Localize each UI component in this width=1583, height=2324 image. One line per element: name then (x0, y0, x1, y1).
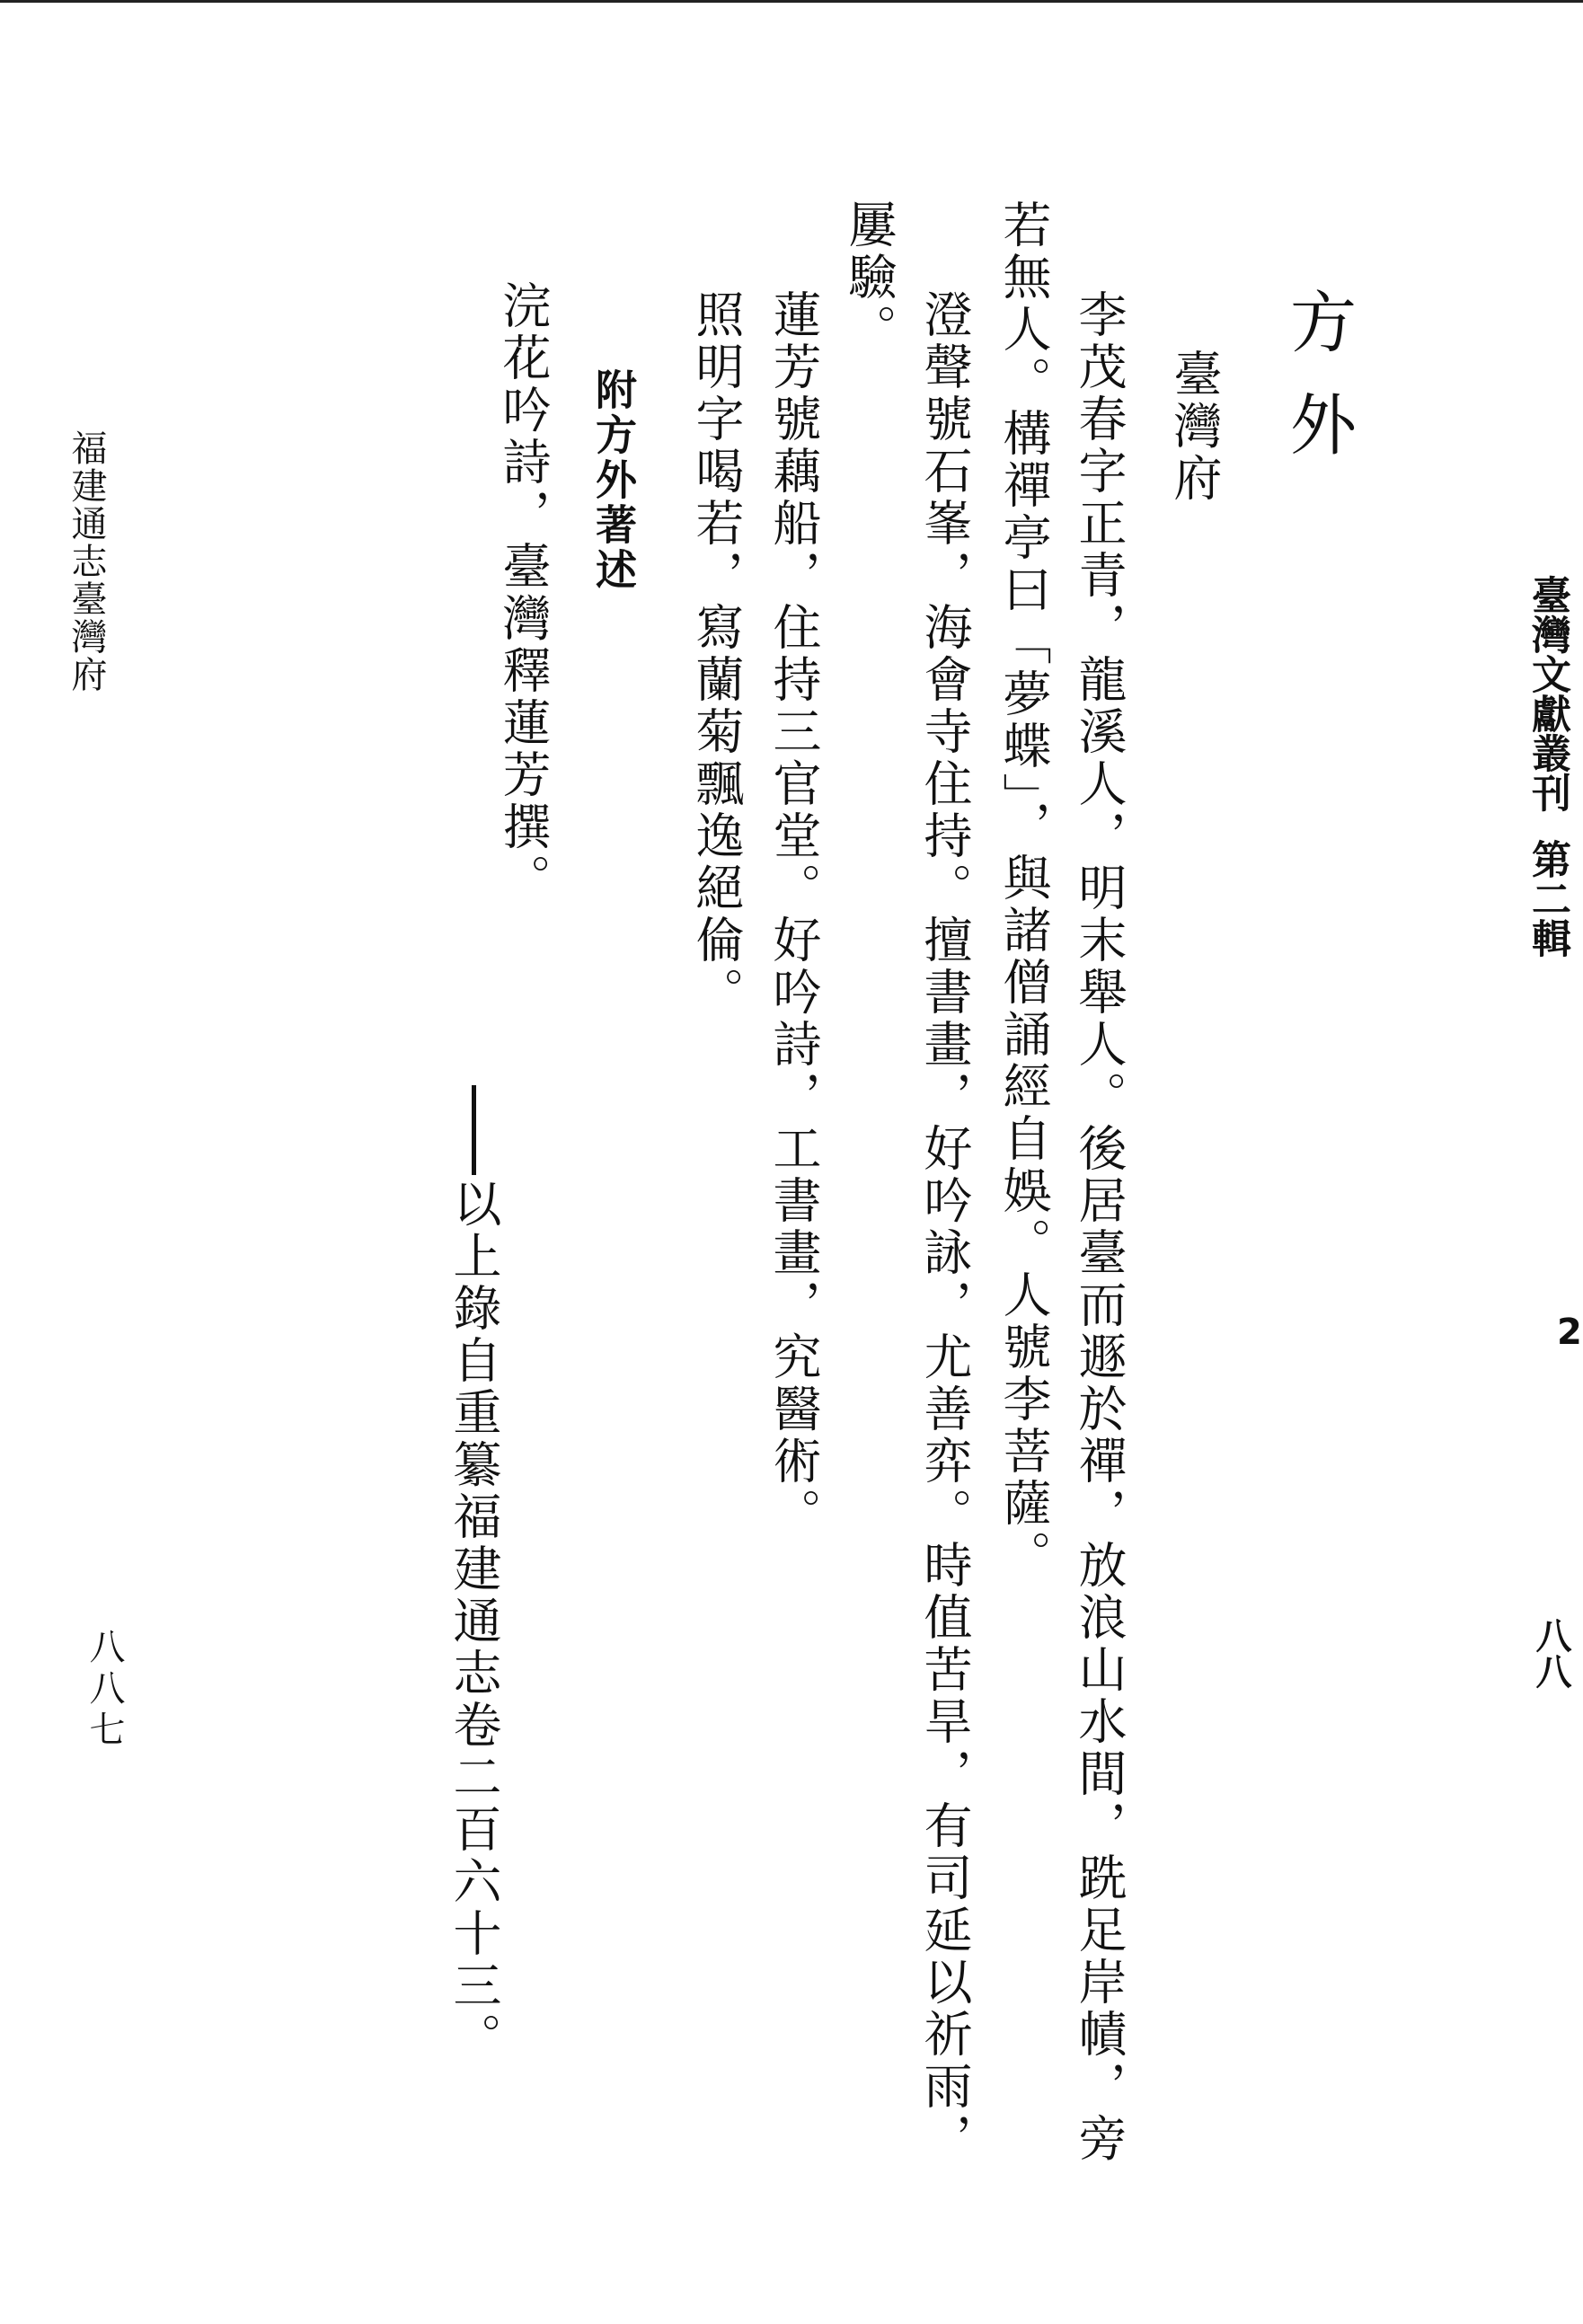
entry-li-maochun-line-2: 若無人。構禪亭曰「夢蝶」，與諸僧誦經自娛。人號李菩薩。 (995, 199, 1052, 1582)
appendix-title: 附方外著述 (589, 368, 638, 593)
section-title: 方外 (1279, 287, 1357, 492)
page-number: 八八七 (84, 1628, 125, 1752)
entry-chengsheng-line-2: 屢驗。 (841, 199, 898, 356)
book-title: 福建通志臺灣府 (66, 429, 107, 694)
source-note: 以上錄自重纂福建通志卷二百六十三。 (446, 1179, 502, 2064)
subsection-title: 臺灣府 (1166, 349, 1223, 505)
entry-zhaoming: 照明字喝若，寫蘭菊飄逸絕倫。 (688, 289, 745, 1019)
series-name: 臺灣文獻叢刊 (1525, 575, 1570, 812)
entry-li-maochun-line-1: 李茂春字正青，龍溪人，明末舉人。後居臺而遯於禪，放浪山水間，跣足岸幘，旁 (1071, 289, 1128, 2165)
series-title (1525, 575, 1570, 958)
volume-number: 2 (1557, 1312, 1582, 1353)
series-number: 八八 (1530, 1617, 1572, 1689)
entry-lianfang: 蓮芳號藕船，住持三官堂。好吟詩，工書畫，究醫術。 (765, 289, 822, 1540)
collection-name: 第二輯 (1525, 839, 1570, 958)
source-note-dash (472, 1085, 476, 1175)
top-border (0, 0, 1583, 3)
entry-chengsheng-line-1: 澄聲號石峯，海會寺住持。擅書畫，好吟詠，尤善弈。時值苦旱，有司延以祈雨， (916, 289, 973, 2165)
appendix-item: 浣花吟詩，臺灣釋蓮芳撰。 (495, 280, 552, 906)
